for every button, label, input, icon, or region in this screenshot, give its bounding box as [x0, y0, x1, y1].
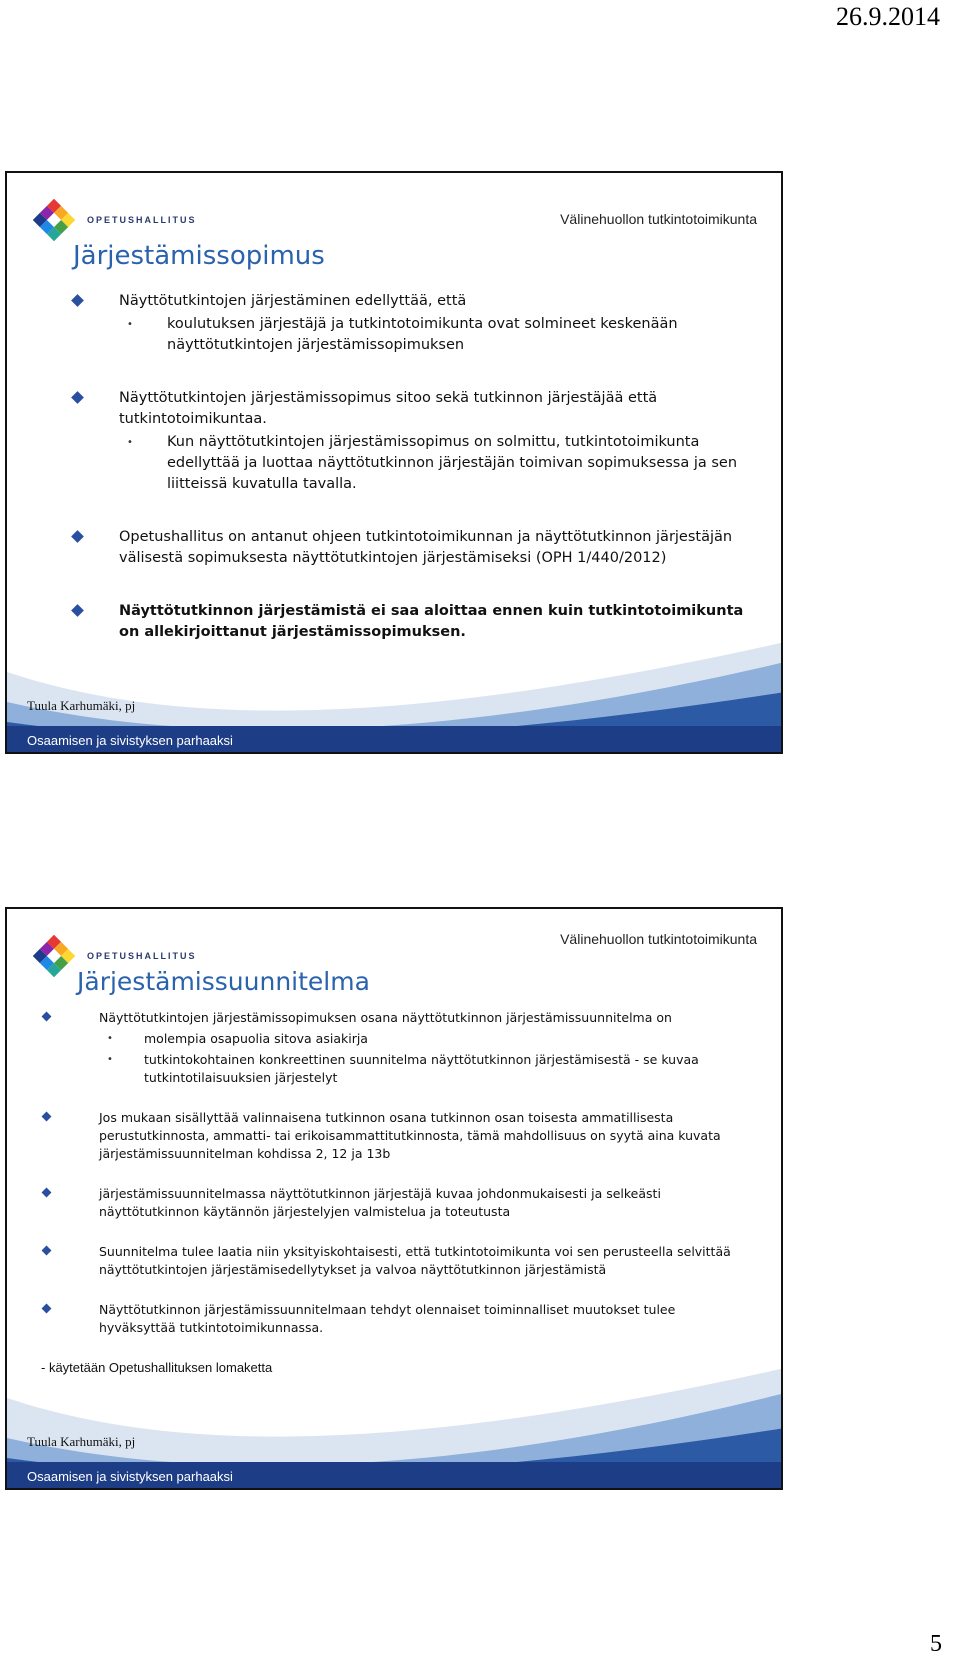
page-number: 5: [930, 1631, 942, 1657]
diamond-bullet-icon: [42, 1246, 52, 1256]
footer-author: Tuula Karhumäki, pj: [27, 698, 136, 713]
dot-bullet-icon: •: [127, 319, 133, 330]
sub-bullet-item: • tutkintokohtainen konkreettinen suunnitelma näyttötutkinnon järjestämisestä - se kuvaa tutkintotilaisuuksien järjestelyt: [107, 1052, 699, 1085]
unit-label: Välinehuollon tutkintotoimikunta: [560, 931, 757, 947]
slide-title: Järjestämissopimus: [73, 241, 325, 271]
sub-bullet-item: • Kun näyttötutkintojen järjestämissopimus on solmittu, tutkintotoimikunta edellyttää ja luottaa näyttötutkinnon järjestäjän toimivan sopimuksessa ja sen liitteissä kuvatulla tavalla.: [127, 434, 738, 492]
diamond-bullet-icon: [71, 294, 84, 307]
diamond-bullet-icon: [42, 1304, 52, 1314]
logo-text: OPETUSHALLITUS: [87, 215, 197, 225]
slide-2: [5, 907, 783, 1490]
footer-tagline: Osaamisen ja sivistyksen parhaaksi: [27, 1469, 233, 1484]
diamond-bullet-icon: [42, 1012, 52, 1022]
slide-content: [69, 291, 749, 643]
opetushallitus-logo-icon: [31, 933, 77, 979]
slide-1: [5, 171, 783, 754]
slide-title: Järjestämissuunnitelma: [77, 967, 370, 996]
opetushallitus-logo-icon: [31, 197, 77, 243]
sub-bullet-item: • molempia osapuolia sitova asiakirja: [107, 1031, 368, 1046]
diamond-bullet-icon: [42, 1112, 52, 1122]
slide-note: - käytetään Opetushallituksen lomaketta: [41, 1360, 273, 1375]
bullet-item: Näyttötutkintojen järjestäminen edellyttää, että: [69, 291, 749, 312]
bullet-item: Jos mukaan sisällyttää valinnaisena tutkinnon osana tutkinnon osan toisesta ammatillisesta perustutkinnosta, ammatti- tai erikoisammattitutkinnosta, tämä mahdollisuus on syytä aina kuvata järjestämissuunnitelman kohdissa 2, 12 ja 13b: [39, 1109, 739, 1163]
diamond-bullet-icon: [71, 530, 84, 543]
unit-label: Välinehuollon tutkintotoimikunta: [560, 211, 757, 227]
bullet-item: Opetushallitus on antanut ohjeen tutkintotoimikunnan ja näyttötutkinnon järjestäjän välisestä sopimuksesta näyttötutkintojen järjestämiseksi (OPH 1/440/2012): [69, 527, 749, 569]
diamond-bullet-icon: [42, 1188, 52, 1198]
footer-author: Tuula Karhumäki, pj: [27, 1434, 136, 1449]
sub-bullet-item: • koulutuksen järjestäjä ja tutkintotoimikunta ovat solmineet keskenään näyttötutkintojen järjestämissopimuksen: [127, 316, 678, 353]
bullet-item: Suunnitelma tulee laatia niin yksityiskohtaisesti, että tutkintotoimikunta voi sen perusteella selvittää näyttötutkintojen järjestämisedellytykset ja valvoa näyttötutkinnon järjestämistä: [39, 1243, 739, 1279]
page-date: 26.9.2014: [836, 2, 940, 31]
dot-bullet-icon: •: [107, 1054, 113, 1065]
dot-bullet-icon: •: [107, 1033, 113, 1044]
bullet-item: Näyttötutkintojen järjestämissopimus sitoo sekä tutkinnon järjestäjää että tutkintotoimikuntaa.: [69, 388, 749, 430]
diamond-bullet-icon: [71, 391, 84, 404]
bullet-item: Näyttötutkinnon järjestämistä ei saa aloittaa ennen kuin tutkintotoimikunta on allekirjoittanut järjestämissopimuksen.: [69, 601, 749, 643]
bullet-item: Näyttötutkintojen järjestämissopimuksen osana näyttötutkinnon järjestämissuunnitelma on: [39, 1009, 739, 1027]
slide-content: [39, 1009, 739, 1377]
dot-bullet-icon: •: [127, 437, 133, 448]
bullet-item: Näyttötutkinnon järjestämissuunnitelmaan tehdyt olennaiset toiminnalliset muutokset tulee hyväksyttää tutkintotoimikunnassa.: [39, 1301, 739, 1337]
footer-tagline: Osaamisen ja sivistyksen parhaaksi: [27, 733, 233, 748]
logo-text: OPETUSHALLITUS: [87, 951, 197, 961]
bullet-item: järjestämissuunnitelmassa näyttötutkinnon järjestäjä kuvaa johdonmukaisesti ja selkeästi näyttötutkinnon käytännön järjestelyjen valmistelua ja toteutusta: [39, 1185, 739, 1221]
